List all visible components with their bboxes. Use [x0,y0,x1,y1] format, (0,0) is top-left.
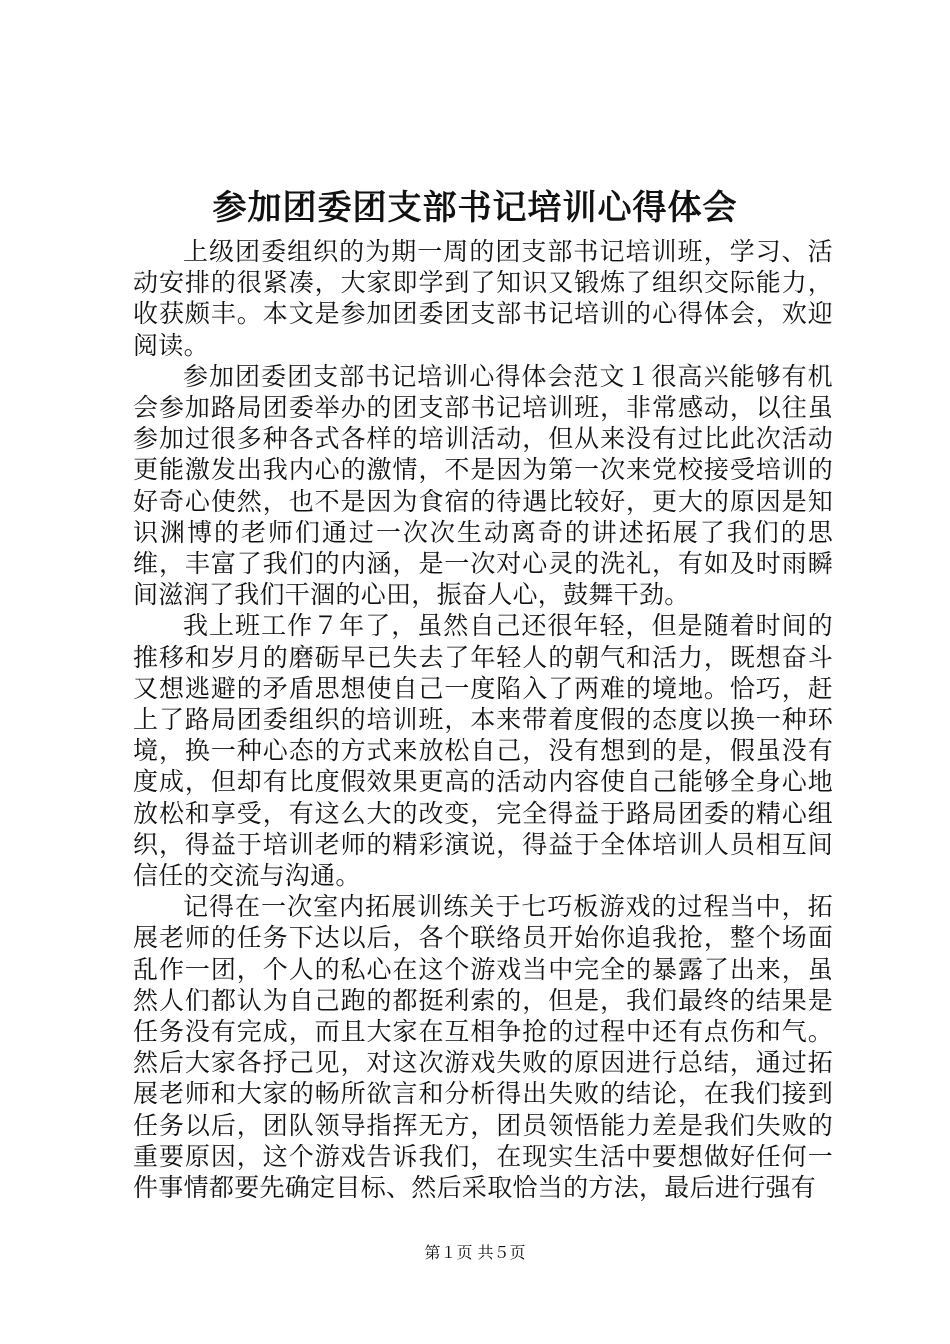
paragraph-sample-one: 参加团委团支部书记培训心得体会范文１很高兴能够有机会参加路局团委举办的团支部书记培训班，非常感动，以往虽参加过很多种各式各样的培训活动，但从来没有过比此次活动更能激发出我内心的激情，不是因为第一次来党校接受培训的好奇心使然，也不是因为食宿的待遇比较好，更大的原因是知识渊博的老师们通过一次次生动离奇的讲述拓展了我们的思维，丰富了我们的内涵，是一次对心灵的洗礼，有如及时雨瞬间滋润了我们干涸的心田，振奋人心，鼓舞干劲。 [133,361,833,610]
paragraph-intro: 上级团委组织的为期一周的团支部书记培训班，学习、活动安排的很紧凑，大家即学到了知识又锻炼了组织交际能力，收获颇丰。本文是参加团委团支部书记培训的心得体会，欢迎阅读。 [133,237,833,360]
document-body [133,236,833,1203]
page-number-footer: 第１页 共５页 [424,1243,526,1262]
paragraph-tangram-game: 记得在一次室内拓展训练关于七巧板游戏的过程当中，拓展老师的任务下达以后，各个联络员开始你追我抢，整个场面乱作一团，个人的私心在这个游戏当中完全的暴露了出来，虽然人们都认为自己跑的都挺利索的，但是，我们最终的结果是任务没有完成，而且大家在互相争抢的过程中还有点伤和气。然后大家各抒己见，对这次游戏失败的原因进行总结，通过拓展老师和大家的畅所欲言和分析得出失败的结论，在我们接到任务以后，团队领导指挥无方，团员领悟能力差是我们失败的重要原因，这个游戏告诉我们，在现实生活中要想做好任何一件事情都要先确定目标、然后采取恰当的方法，最后进行强有 [133,892,833,1203]
document-title: 参加团委团支部书记培训心得体会 [212,188,738,228]
paragraph-work-experience: 我上班工作７年了，虽然自己还很年轻，但是随着时间的推移和岁月的磨砺早已失去了年轻人的朝气和活力，既想奋斗又想逃避的矛盾思想使自己一度陷入了两难的境地。恰巧，赶上了路局团委组织的培训班，本来带着度假的态度以换一种环境，换一种心态的方式来放松自己，没有想到的是，假虽没有度成，但却有比度假效果更高的活动内容使自己能够全身心地放松和享受，有这么大的改变，完全得益于路局团委的精心组织，得益于培训老师的精彩演说，得益于全体培训人员相互间信任的交流与沟通。 [133,611,833,891]
